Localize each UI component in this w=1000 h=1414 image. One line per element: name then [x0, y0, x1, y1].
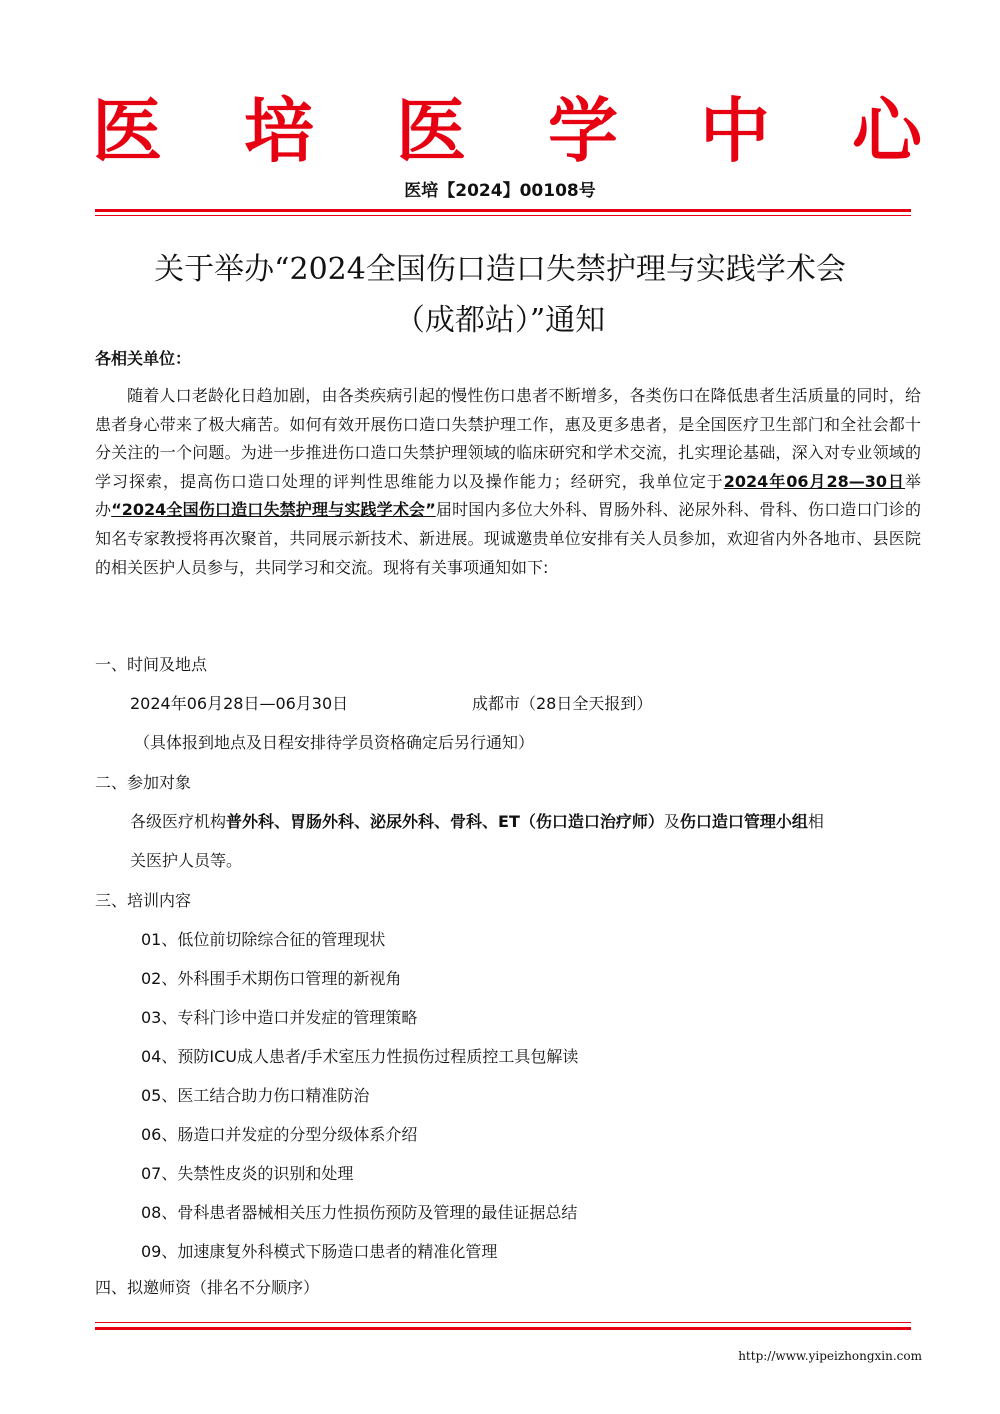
training-item: 02、外科围手术期伤口管理的新视角 — [141, 969, 402, 988]
participants-departments: 普外科、胃肠外科、泌尿外科、骨科、ET（伤口造口治疗师） — [226, 812, 664, 831]
section4-heading: 四、拟邀师资（排名不分顺序） — [95, 1278, 320, 1297]
header-divider-thin — [95, 215, 911, 216]
event-place: 成都市（28日全天报到） — [472, 694, 653, 713]
training-item: 04、预防ICU成人患者/手术室压力性损伤过程质控工具包解读 — [141, 1047, 579, 1066]
section3-heading: 三、培训内容 — [95, 891, 192, 910]
participants-line2: 关医护人员等。 — [130, 851, 243, 870]
section2-heading: 二、参加对象 — [95, 773, 192, 792]
participants-text: 相 — [807, 812, 824, 831]
intro-text: 届时国内多位大外科、胃肠外科、泌尿外科、骨科、伤口造口门诊的知名专家教授将再次聚首，共同展示新技术、新进展。现诚邀贵单位安排有关人员参加，欢迎省内外各地市、县医院的相关医护人员参与，共同学习和交流。现将有关事项通知如下: — [95, 500, 921, 577]
document-number: 医培【2024】00108号 — [404, 181, 596, 201]
training-item: 06、肠造口并发症的分型分级体系介绍 — [141, 1125, 418, 1144]
training-item: 05、医工结合助力伤口精准防治 — [141, 1086, 370, 1105]
event-dates: 2024年06月28日—06月30日 — [130, 694, 349, 713]
intro-text: 随着人口老龄化日趋加剧，由各类疾病引起的慢性伤口患者不断增多，各类伤口在降低患者生活质量的同时，给患者身心带来了极大痛苦。如何有效开展伤口造口失禁护理工作，惠及更多患者，是全国医疗卫生部门和全社会都十分关注的一个问题。为进一步推进伤口造口失禁护理领域的临床研究和学术交流，扎实理论基础，深入对专业领域的学习探索，提高伤口造口处理的评判性思维能力以及操作能力；经研究，我单位定于 — [95, 386, 921, 491]
org-title-char: 学 — [548, 89, 618, 172]
event-name: “2024全国伤口造口失禁护理与实践学术会” — [111, 500, 436, 520]
section1-heading: 一、时间及地点 — [95, 655, 208, 674]
salutation: 各相关单位： — [95, 349, 192, 368]
org-title-char: 医 — [396, 89, 466, 172]
header-divider-thick — [95, 209, 911, 212]
footer-website-link[interactable]: http://www.yipeizhongxin.com — [738, 1349, 922, 1363]
org-title-char: 中 — [700, 89, 770, 172]
notice-title-line2: （成都站）”通知 — [394, 303, 606, 338]
participants-text: 各级医疗机构 — [130, 812, 227, 831]
intro-paragraph — [95, 382, 921, 582]
footer-divider-thin — [95, 1322, 911, 1323]
org-title-char: 培 — [244, 89, 314, 172]
training-item: 03、专科门诊中造口并发症的管理策略 — [141, 1008, 418, 1027]
participants-line1 — [130, 809, 824, 832]
organization-title — [92, 89, 922, 172]
training-item: 07、失禁性皮炎的识别和处理 — [141, 1164, 354, 1183]
notice-title-line1: 关于举办“2024全国伤口造口失禁护理与实践学术会 — [154, 252, 846, 287]
event-date: 2024年06月28—30日 — [723, 471, 905, 491]
training-item: 09、加速康复外科模式下肠造口患者的精准化管理 — [141, 1242, 498, 1261]
training-item: 08、骨科患者器械相关压力性损伤预防及管理的最佳证据总结 — [141, 1203, 578, 1222]
intro-text: 举办 — [95, 471, 921, 520]
org-title-char: 医 — [92, 89, 162, 172]
org-title-char: 心 — [852, 89, 922, 172]
footer-divider-thick — [95, 1327, 911, 1330]
training-item: 01、低位前切除综合征的管理现状 — [141, 930, 386, 949]
schedule-note: （具体报到地点及日程安排待学员资格确定后另行通知） — [134, 733, 535, 752]
participants-text: 及 — [663, 812, 680, 831]
participants-group: 伤口造口管理小组 — [679, 812, 808, 831]
